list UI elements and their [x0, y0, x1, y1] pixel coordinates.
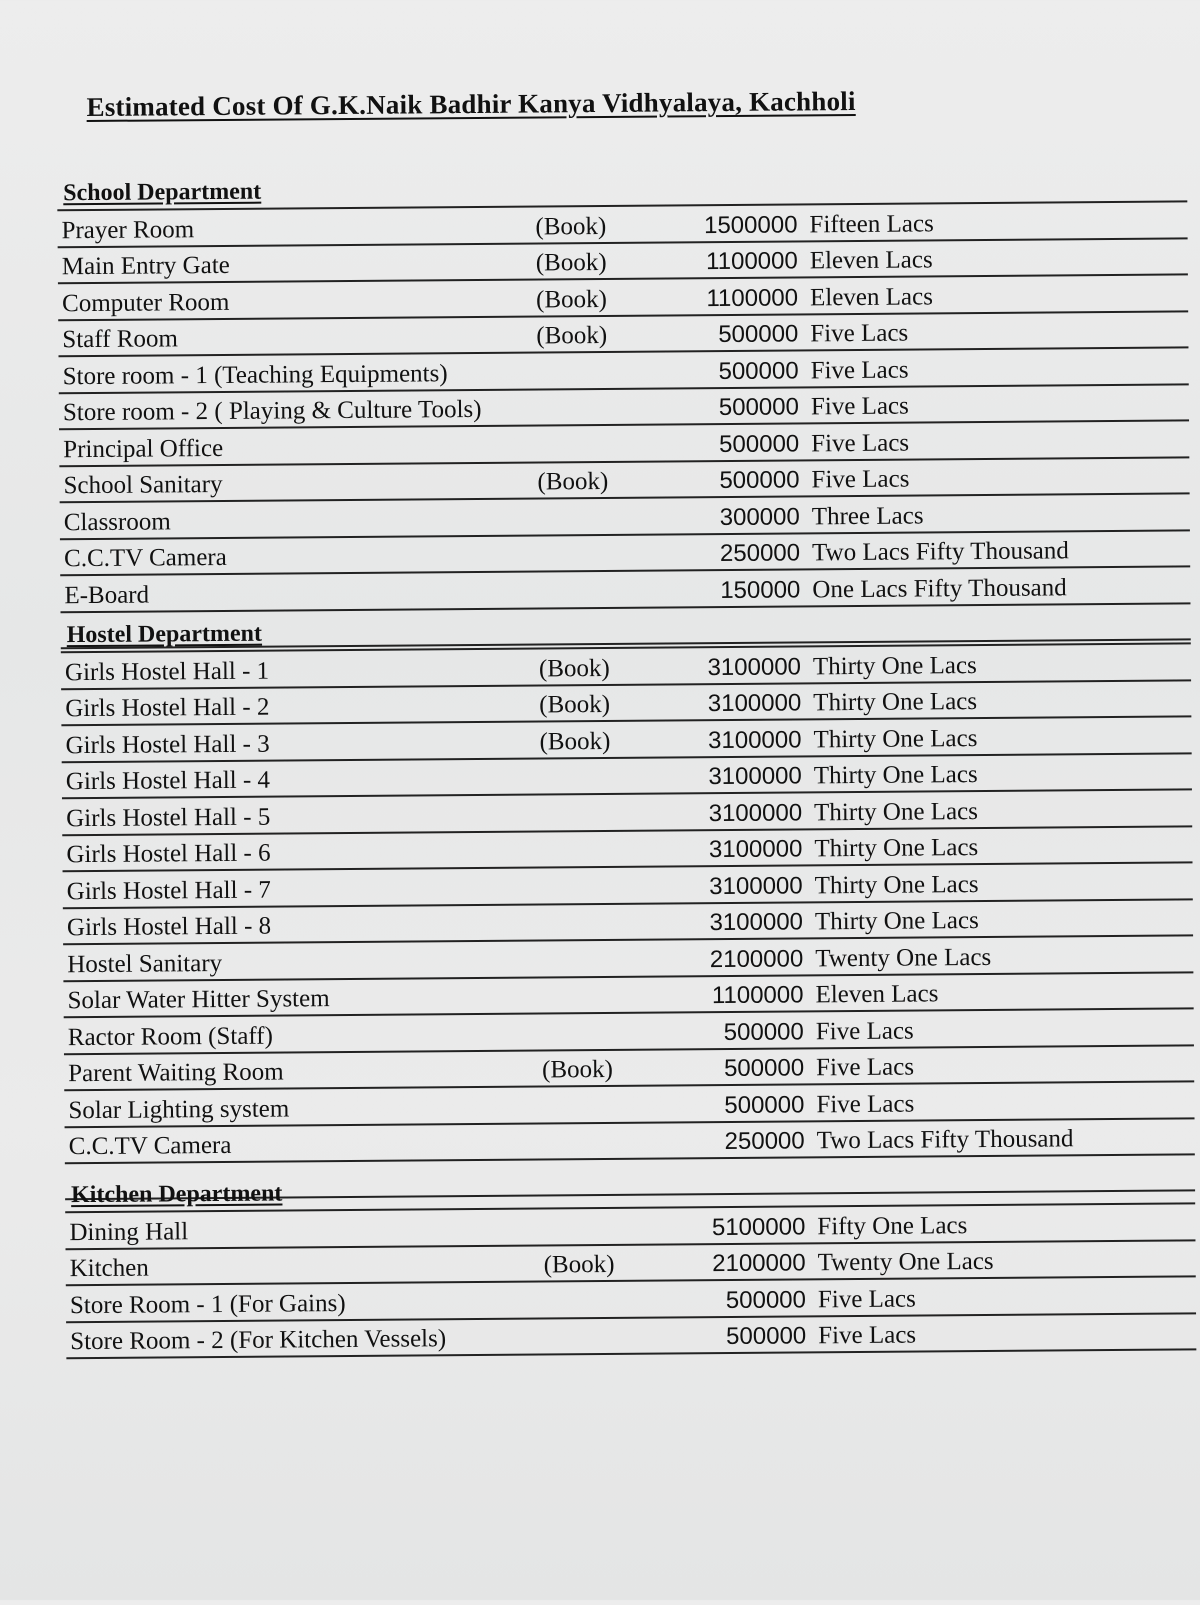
amount-in-words: Thirty One Lacs [814, 907, 979, 936]
book-note: (Book) [535, 212, 607, 240]
item-name: Store room - 2 ( Playing & Culture Tools) [62, 395, 482, 427]
amount-in-words: Thirty One Lacs [813, 761, 978, 790]
amount-in-words: Five Lacs [816, 1090, 915, 1118]
amount-value: 3100000 [708, 798, 803, 827]
item-name: Solar Water Hitter System [67, 985, 330, 1015]
section-rows [57, 202, 1190, 648]
item-name: Computer Room [61, 288, 230, 317]
book-note: (Book) [535, 248, 607, 277]
book-note: (Book) [535, 285, 607, 313]
item-name: Girls Hostel Hall - 3 [65, 730, 270, 759]
amount-value: 500000 [723, 1017, 804, 1046]
amount-value: 2100000 [709, 944, 804, 973]
book-note: (Book) [536, 321, 608, 350]
item-name: Main Entry Gate [61, 251, 230, 281]
item-name: Store Room - 2 (For Kitchen Vessels) [70, 1325, 447, 1356]
item-name: Girls Hostel Hall - 4 [65, 766, 271, 796]
book-note: (Book) [539, 727, 611, 755]
amount-in-words: Five Lacs [811, 429, 910, 457]
amount-value: 250000 [719, 539, 801, 568]
amount-in-words: Thirty One Lacs [813, 797, 979, 826]
amount-in-words: Eleven Lacs [809, 282, 934, 311]
item-name: Store room - 1 (Teaching Equipments) [62, 359, 448, 390]
section-rows [61, 644, 1195, 1200]
amount-in-words: Eleven Lacs [809, 246, 933, 275]
amount-in-words: One Lacs Fifty Thousand [812, 573, 1067, 603]
item-name: Ractor Room (Staff) [67, 1022, 274, 1051]
amount-value: 300000 [719, 502, 800, 531]
amount-value: 500000 [719, 466, 800, 495]
amount-value: 500000 [718, 393, 800, 422]
amount-in-words: Five Lacs [810, 392, 909, 421]
amount-value: 3100000 [708, 762, 802, 791]
amount-value: 3100000 [707, 652, 802, 681]
item-name: Girls Hostel Hall - 6 [66, 839, 271, 869]
amount-value: 5100000 [711, 1212, 806, 1241]
section-heading-label: Hostel Department [66, 620, 263, 649]
item-name: Girls Hostel Hall - 2 [65, 693, 270, 723]
book-note: (Book) [539, 690, 611, 719]
amount-in-words: Thirty One Lacs [814, 870, 979, 899]
amount-value: 500000 [723, 1054, 805, 1083]
amount-in-words: Twenty One Lacs [817, 1247, 994, 1277]
amount-value: 1500000 [703, 210, 798, 239]
amount-in-words: Five Lacs [810, 356, 909, 384]
item-name: Staff Room [62, 325, 178, 354]
amount-in-words: Thirty One Lacs [812, 651, 977, 680]
kitchen-department-section [65, 1167, 1196, 1359]
item-name: Principal Office [63, 434, 224, 463]
amount-in-words: Fifty One Lacs [817, 1211, 968, 1240]
amount-in-words: Five Lacs [816, 1053, 915, 1082]
amount-in-words: Five Lacs [818, 1321, 917, 1350]
item-name: Prayer Room [61, 215, 195, 244]
item-name: Girls Hostel Hall - 5 [66, 803, 271, 832]
section-heading-label: Kitchen Department [70, 1180, 283, 1209]
school-department-section [57, 165, 1191, 648]
amount-value: 3100000 [709, 871, 803, 900]
item-name: Kitchen [69, 1254, 149, 1283]
item-name: Girls Hostel Hall - 1 [64, 657, 270, 686]
amount-value: 500000 [718, 320, 799, 349]
amount-in-words: Two Lacs Fifty Thousand [811, 537, 1069, 567]
amount-value: 1100000 [711, 981, 804, 1010]
amount-in-words: Fifteen Lacs [809, 209, 934, 238]
amount-value: 500000 [719, 429, 800, 458]
item-name: Hostel Sanitary [67, 949, 223, 978]
amount-value: 3100000 [708, 835, 803, 864]
amount-in-words: Five Lacs [810, 319, 909, 348]
amount-in-words: Five Lacs [817, 1285, 916, 1313]
amount-value: 3100000 [709, 908, 804, 937]
book-note: (Book) [537, 467, 609, 496]
book-note: (Book) [543, 1250, 615, 1279]
section-heading-label: School Department [63, 178, 262, 207]
item-name: Girls Hostel Hall - 8 [66, 912, 272, 942]
amount-in-words: Three Lacs [811, 501, 924, 530]
item-name: Classroom [63, 507, 171, 536]
amount-value: 500000 [726, 1322, 807, 1351]
amount-value: 3100000 [707, 725, 802, 754]
item-name: Store Room - 1 (For Gains) [69, 1289, 346, 1319]
item-name: Solar Lighting system [68, 1094, 290, 1124]
item-name: Parent Waiting Room [68, 1058, 284, 1088]
amount-value: 1100000 [706, 283, 799, 312]
book-note: (Book) [538, 654, 610, 682]
amount-value: 500000 [725, 1285, 807, 1314]
item-name: Dining Hall [69, 1217, 189, 1246]
section-rows [65, 1204, 1196, 1359]
amount-value: 150000 [720, 575, 801, 604]
amount-value: 3100000 [707, 689, 802, 718]
amount-value: 500000 [724, 1090, 805, 1119]
amount-value: 1100000 [706, 247, 798, 276]
item-name: Girls Hostel Hall - 7 [66, 876, 271, 905]
document-title: Estimated Cost Of G.K.Naik Badhir Kanya Vidhyalaya, Kachholi [86, 85, 856, 123]
amount-in-words: Eleven Lacs [815, 980, 939, 1009]
item-name: C.C.TV Camera [68, 1131, 232, 1161]
amount-in-words: Five Lacs [815, 1017, 914, 1045]
amount-in-words: Thirty One Lacs [813, 688, 978, 717]
book-note: (Book) [542, 1055, 614, 1084]
amount-in-words: Thirty One Lacs [814, 834, 979, 863]
amount-value: 2100000 [712, 1249, 806, 1278]
amount-in-words: Five Lacs [811, 465, 910, 494]
amount-in-words: Thirty One Lacs [813, 724, 978, 753]
item-name: School Sanitary [63, 470, 223, 500]
item-name: C.C.TV Camera [63, 543, 227, 573]
hostel-department-section [61, 607, 1196, 1200]
amount-value: 250000 [724, 1127, 805, 1156]
table-row [66, 1314, 1196, 1359]
amount-in-words: Two Lacs Fifty Thousand [816, 1125, 1074, 1155]
amount-in-words: Twenty One Lacs [815, 943, 992, 972]
item-name: E-Board [64, 581, 150, 609]
amount-value: 500000 [718, 356, 799, 385]
